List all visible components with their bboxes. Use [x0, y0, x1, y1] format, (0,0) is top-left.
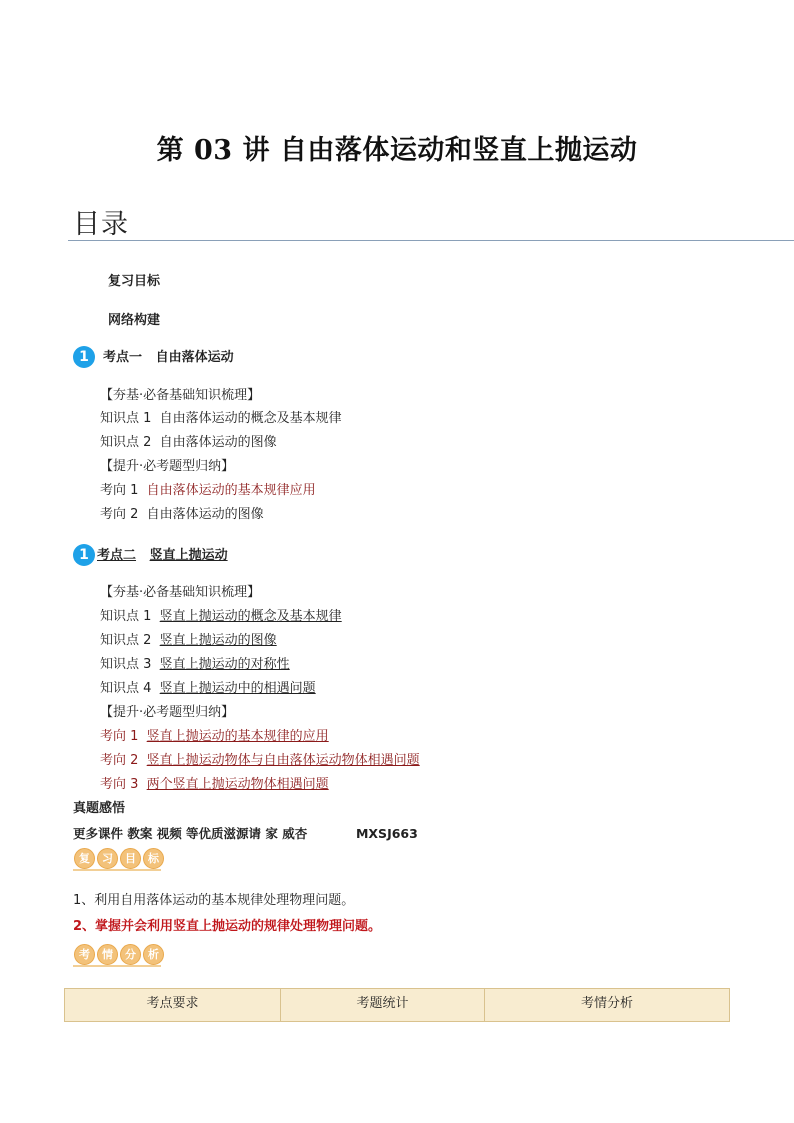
analysis-badge-underline [73, 965, 161, 967]
k1-text: 竖直上抛运动的概念及基本规律 [159, 609, 342, 624]
k2-prefix: 知识点 2 [100, 633, 152, 648]
section2-knowledge-4[interactable] [100, 681, 316, 697]
k4-text: 竖直上抛运动中的相遇问题 [159, 681, 316, 696]
badge-char: 习 [97, 848, 118, 869]
d3-prefix: 考向 3 [100, 777, 139, 792]
promo-line [73, 826, 418, 842]
k4-prefix: 知识点 4 [100, 681, 152, 696]
exam-analysis-table [64, 988, 730, 1022]
badge-char: 复 [74, 848, 95, 869]
d1-text: 自由落体运动的基本规律应用 [146, 483, 316, 498]
section1-name: 自由落体运动 [155, 350, 234, 365]
badge-char: 分 [120, 944, 141, 965]
section1-improve[interactable]: 【提升·必考题型归纳】 [100, 459, 235, 474]
k2-text: 自由落体运动的图像 [159, 435, 277, 450]
section2-direction-3[interactable] [100, 777, 329, 793]
k3-text: 竖直上抛运动的对称性 [159, 657, 290, 672]
toc-heading: 目录 [73, 209, 129, 240]
toc-divider [68, 240, 794, 241]
section1-label: 考点一 [103, 350, 143, 365]
toc-review-goals[interactable]: 复习目标 [108, 274, 161, 289]
section1-direction-2[interactable] [100, 507, 264, 523]
objective-1: 1、利用自用落体运动的基本规律处理物理问题。 [73, 893, 355, 908]
section1-number-icon: 1 [73, 346, 95, 368]
d2-text: 竖直上抛运动物体与自由落体运动物体相遇问题 [146, 753, 420, 768]
table-header-row [65, 989, 730, 1022]
table-header-cell: 考情分析 [485, 989, 730, 1022]
section1-direction-1[interactable] [100, 483, 316, 499]
analysis-badge [74, 944, 164, 965]
section1-knowledge-2[interactable] [100, 435, 277, 451]
badge-char: 情 [97, 944, 118, 965]
review-goals-badge [74, 848, 164, 869]
section2-improve[interactable]: 【提升·必考题型归纳】 [100, 705, 235, 720]
k2-prefix: 知识点 2 [100, 435, 152, 450]
objective-2: 2、掌握并会利用竖直上抛运动的规律处理物理问题。 [73, 919, 382, 934]
toc-real-exam[interactable]: 真题感悟 [73, 801, 126, 816]
toc-section1[interactable] [103, 350, 234, 366]
badge-char: 目 [120, 848, 141, 869]
section2-direction-1[interactable] [100, 729, 329, 745]
section2-name: 竖直上抛运动 [149, 548, 228, 563]
k1-prefix: 知识点 1 [100, 411, 152, 426]
k1-prefix: 知识点 1 [100, 609, 152, 624]
k3-prefix: 知识点 3 [100, 657, 152, 672]
d1-prefix: 考向 1 [100, 729, 139, 744]
review-badge-underline [73, 869, 161, 871]
section1-foundation[interactable]: 【夯基·必备基础知识梳理】 [100, 388, 261, 403]
section2-knowledge-2[interactable] [100, 633, 277, 649]
d2-text: 自由落体运动的图像 [146, 507, 264, 522]
table-header-cell: 考题统计 [281, 989, 485, 1022]
k1-text: 自由落体运动的概念及基本规律 [159, 411, 342, 426]
promo-code: MXSJ663 [355, 826, 418, 841]
k2-text: 竖直上抛运动的图像 [159, 633, 277, 648]
section1-knowledge-1[interactable] [100, 411, 342, 427]
d2-prefix: 考向 2 [100, 507, 139, 522]
page-title: 第 03 讲 自由落体运动和竖直上抛运动 [156, 135, 638, 166]
badge-char: 标 [143, 848, 164, 869]
toc-network[interactable]: 网络构建 [108, 313, 161, 328]
toc-section2[interactable] [97, 548, 228, 564]
d2-prefix: 考向 2 [100, 753, 139, 768]
section2-direction-2[interactable] [100, 753, 420, 769]
section2-foundation[interactable]: 【夯基·必备基础知识梳理】 [100, 585, 261, 600]
badge-char: 析 [143, 944, 164, 965]
section2-number-icon: 1 [73, 544, 95, 566]
d1-prefix: 考向 1 [100, 483, 139, 498]
badge-char: 考 [74, 944, 95, 965]
section2-label: 考点二 [97, 548, 137, 563]
section2-knowledge-1[interactable] [100, 609, 342, 625]
d3-text: 两个竖直上抛运动物体相遇问题 [146, 777, 329, 792]
d1-text: 竖直上抛运动的基本规律的应用 [146, 729, 329, 744]
section2-knowledge-3[interactable] [100, 657, 290, 673]
promo-text: 更多课件 教案 视频 等优质滋源请 家 威杏 [73, 826, 308, 841]
table-header-cell: 考点要求 [65, 989, 281, 1022]
